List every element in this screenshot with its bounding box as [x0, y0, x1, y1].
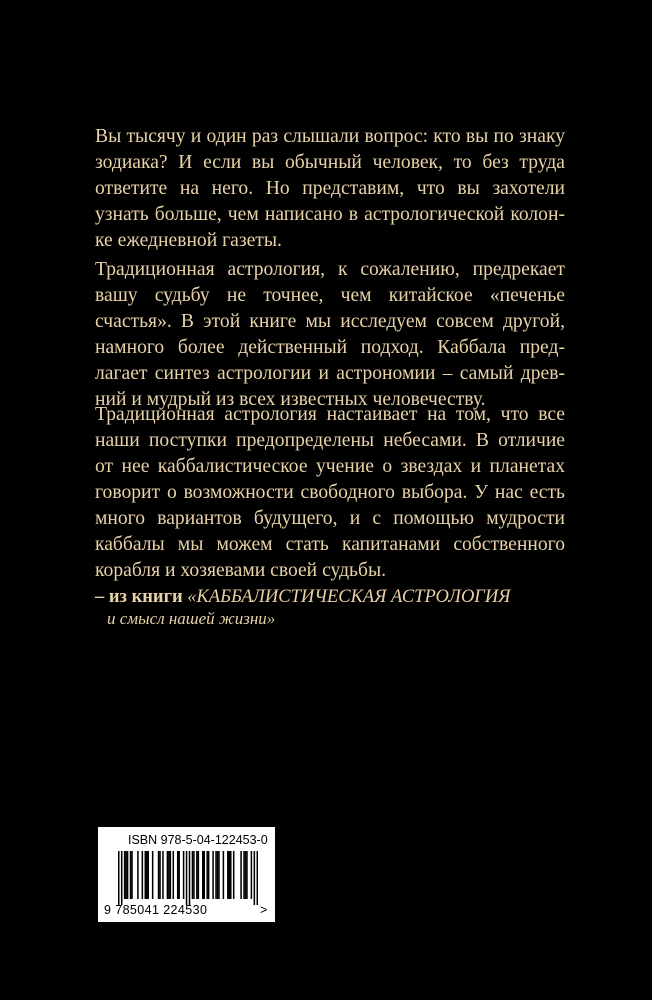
paragraph-line: узнать больше, чем написано в астрологической колон- [95, 204, 565, 225]
paragraph-line: Вы тысячу и один раз слышали вопрос: кто вы по знаку [95, 126, 565, 147]
barcode-bar [243, 851, 245, 899]
barcode-bar [178, 851, 180, 899]
paragraph-line: ке ежедневной газеты. [95, 230, 282, 251]
paragraph-line: Традиционная астрология, к сожалению, предрекает [95, 259, 565, 280]
paragraph-line: говорит о возможности свободного выбора. У нас есть [95, 482, 565, 503]
paragraph-line: намного более действенный подход. Каббала пред- [95, 337, 565, 358]
barcode-bar [158, 851, 160, 899]
barcode-bar [196, 851, 198, 899]
barcode-bar [159, 851, 161, 899]
barcode-bar [145, 851, 147, 899]
barcode-bar [208, 851, 210, 899]
barcode-bar [212, 851, 214, 899]
barcode-bar [124, 851, 126, 899]
barcode-bar [202, 851, 204, 899]
barcode-bar [125, 851, 127, 899]
paragraph-2 [95, 257, 565, 413]
barcode-bar [167, 851, 169, 899]
paragraph-line: от нее каббалистическое учение о звездах и планетах [95, 456, 565, 477]
barcode-bar [240, 851, 242, 899]
barcode-digits: 9 785041 224530 [104, 903, 208, 917]
barcode-bar [218, 851, 220, 899]
barcode-bars [118, 851, 258, 905]
paragraph-line: ний и мудрый из всех известных человечеству. [95, 389, 486, 410]
barcode-bar [189, 851, 191, 905]
barcode-bar [142, 851, 144, 899]
paragraph-line: Традиционная астрология настаивает на том, что все [95, 404, 565, 425]
quote-book-title: «КАББАЛИСТИЧЕСКАЯ АСТРОЛОГИЯ [187, 587, 511, 607]
barcode-bar [168, 851, 170, 899]
paragraph-line: счастья». В этой книге мы исследуем совсем другой, [95, 311, 565, 332]
barcode-bar [130, 851, 132, 899]
barcode-bar [193, 851, 195, 899]
barcode-bar [183, 851, 185, 899]
barcode-bar [147, 851, 149, 899]
barcode-bar [192, 851, 194, 899]
barcode-bar [118, 851, 120, 905]
barcode-quiet-zone-marker: > [260, 903, 268, 917]
paragraph-line: зодиака? И если вы обычный человек, то без труда [95, 152, 565, 173]
isbn-barcode [98, 827, 275, 922]
book-quote-attribution [95, 586, 565, 630]
barcode-bar [251, 851, 253, 899]
paragraph-line: каббалы мы можем стать капитанами собственного [95, 534, 565, 555]
barcode-bar [229, 851, 231, 899]
barcode-bar [233, 851, 235, 899]
paragraph-line: много вариантов будущего, и с помощью мудрости [95, 508, 565, 529]
barcode-bar [246, 851, 248, 899]
quote-prefix: – из книги [95, 587, 183, 607]
barcode-bar [173, 851, 175, 899]
barcode-bar [170, 851, 172, 899]
paragraph-line: корабля и хозяевами своей судьбы. [95, 560, 387, 581]
barcode-bar [131, 851, 133, 899]
barcode-bar [230, 851, 232, 899]
barcode-bar [215, 851, 217, 899]
paragraph-line: вашу судьбу не точнее, чем китайское «печенье [95, 285, 565, 306]
barcode-bar [206, 851, 208, 899]
barcode-bar [257, 851, 258, 905]
barcode-bar [127, 851, 129, 899]
barcode-bar [254, 851, 256, 905]
barcode-bar [245, 851, 247, 899]
paragraph-line: лагает синтез астрологии и астрономии – самый древ- [95, 363, 565, 384]
isbn-label: ISBN 978-5-04-122453-0 [128, 833, 268, 847]
paragraph-line: ответите на него. Но представим, что вы захотели [95, 178, 565, 199]
barcode-bar [217, 851, 219, 899]
barcode-bar [177, 851, 179, 899]
barcode-bar [198, 851, 200, 899]
barcode-bar [203, 851, 205, 899]
barcode-bar [146, 851, 148, 899]
paragraph-3 [95, 402, 565, 584]
barcode-bar [162, 851, 164, 899]
paragraph-line: наши поступки предопределены небесами. В отличие [95, 430, 565, 451]
barcode-bar [152, 851, 154, 899]
barcode-bar [121, 851, 123, 905]
barcode-bar [186, 851, 188, 905]
paragraph-1 [95, 124, 565, 254]
barcode-bar [223, 851, 225, 899]
quote-book-subtitle: и смысл нашей жизни» [107, 609, 276, 628]
barcode-bar [137, 851, 139, 899]
barcode-bar [227, 851, 229, 899]
